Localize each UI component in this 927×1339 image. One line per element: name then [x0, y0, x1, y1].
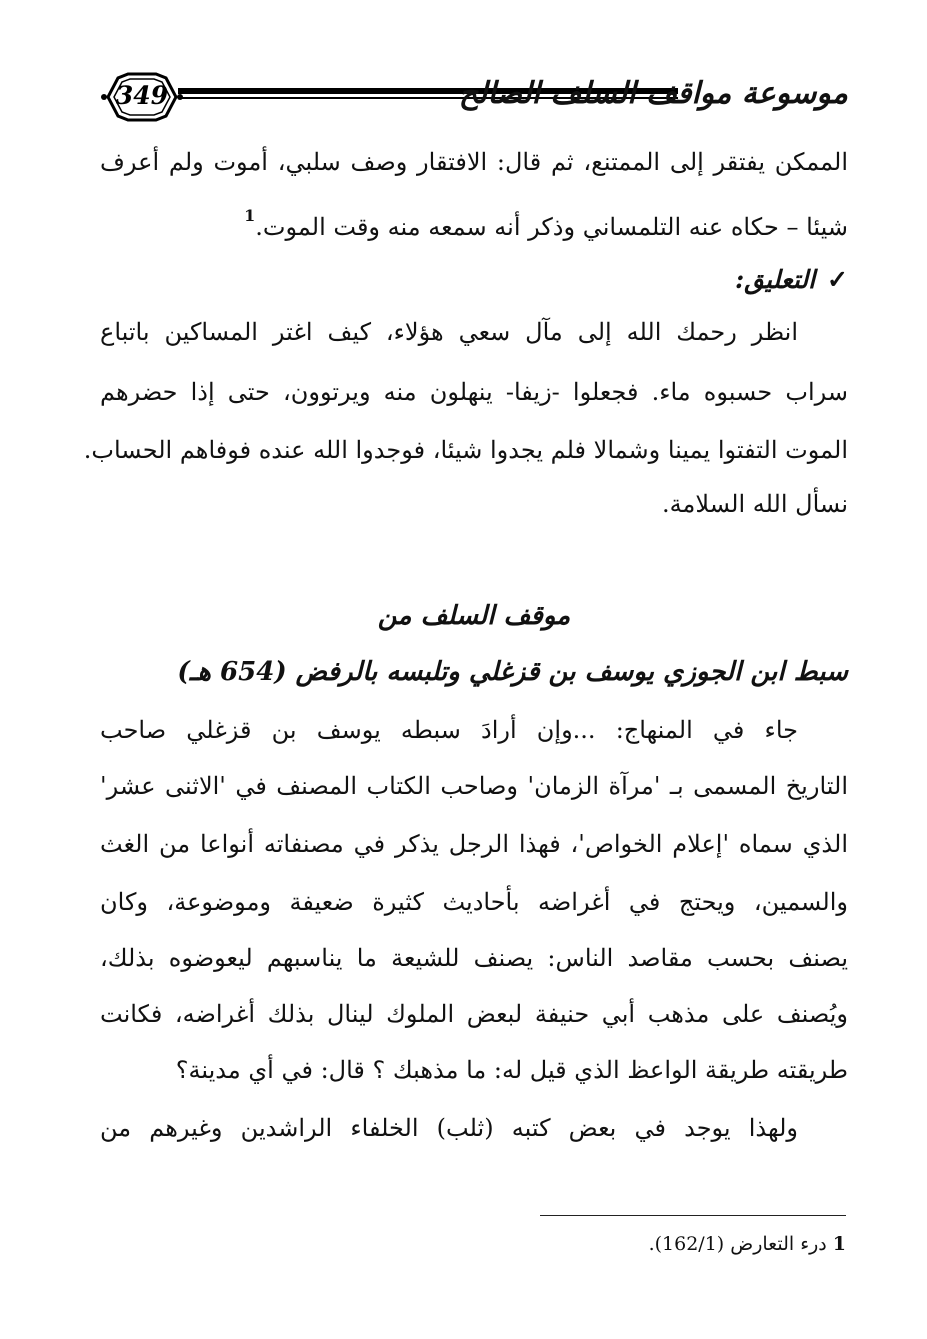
text-line	[100, 198, 848, 241]
text-line: سراب حسبوه ماء. فجعلوا -زيفا- ينهلون منه ويرتوون، حتى إذا حضرهم	[100, 378, 848, 406]
text-line: ولهذا يوجد في بعض كتبه (ثلب) الخلفاء الراشدين وغيرهم من	[100, 1114, 798, 1142]
text-line: التاريخ المسمى بـ 'مرآة الزمان' وصاحب الكتاب المصنف في 'الاثنى عشر'	[100, 772, 848, 800]
footnote-number: 1	[832, 1233, 846, 1255]
text-line: انظر رحمك الله إلى مآل سعي هؤلاء، كيف اغتر المساكين باتباع	[100, 318, 799, 346]
text-line: الذي سماه 'إعلام الخواص'، فهذا الرجل يذكر في مصنفاته أنواعا من الغث	[100, 830, 848, 858]
text-line: طريقته طريقة الواعظ الذي قيل له: ما مذهبك ؟ قال: في أي مدينة؟	[175, 1056, 848, 1084]
text-line-content: شيئا – حكاه عنه التلمساني وذكر أنه سمعه منه وقت الموت.	[255, 213, 848, 241]
text-line: يصنف بحسب مقاصد الناس: يصنف للشيعة ما يناسبهم ليعوضوه بذلك،	[100, 944, 848, 972]
footnote-reference: 1	[244, 206, 256, 225]
section-subtitle: سبط ابن الجوزي يوسف بن قزغلي وتلبسه بالرفض (654 هـ)	[177, 657, 848, 687]
text-line: الممكن يفتقر إلى الممتنع، ثم قال: الافتقار وصف سلبي، أموت ولم أعرف	[100, 148, 848, 176]
section-title: موقف السلف من	[377, 601, 571, 631]
text-line: الموت التفتوا يمينا وشمالا فلم يجدوا شيئا، فوجدوا الله عنده فوفاهم الحساب.	[83, 436, 848, 464]
page-number: 349	[115, 81, 169, 110]
text-line: والسمين، ويحتج في أغراضه بأحاديث كثيرة ضعيفة وموضوعة، وكان	[100, 888, 848, 916]
comment-heading	[735, 262, 848, 298]
footnote-divider	[540, 1215, 846, 1216]
text-line: نسأل الله السلامة.	[662, 490, 848, 518]
footnote	[649, 1230, 846, 1258]
running-header	[100, 66, 848, 128]
comment-heading-label: التعليق:	[734, 265, 816, 294]
text-line: جاء في المنهاج: ...وإن أرادَ سبطه يوسف بن قزغلي صاحب	[100, 716, 798, 744]
footnote-text: درء التعارض (162/1).	[648, 1233, 827, 1255]
checkmark-icon: ✓	[827, 265, 848, 294]
running-title: موسوعة مواقف السلف الصالح	[458, 76, 848, 111]
text-line: ويُصنف على مذهب أبي حنيفة لبعض الملوك لينال بذلك أغراضه، فكانت	[100, 1000, 848, 1028]
